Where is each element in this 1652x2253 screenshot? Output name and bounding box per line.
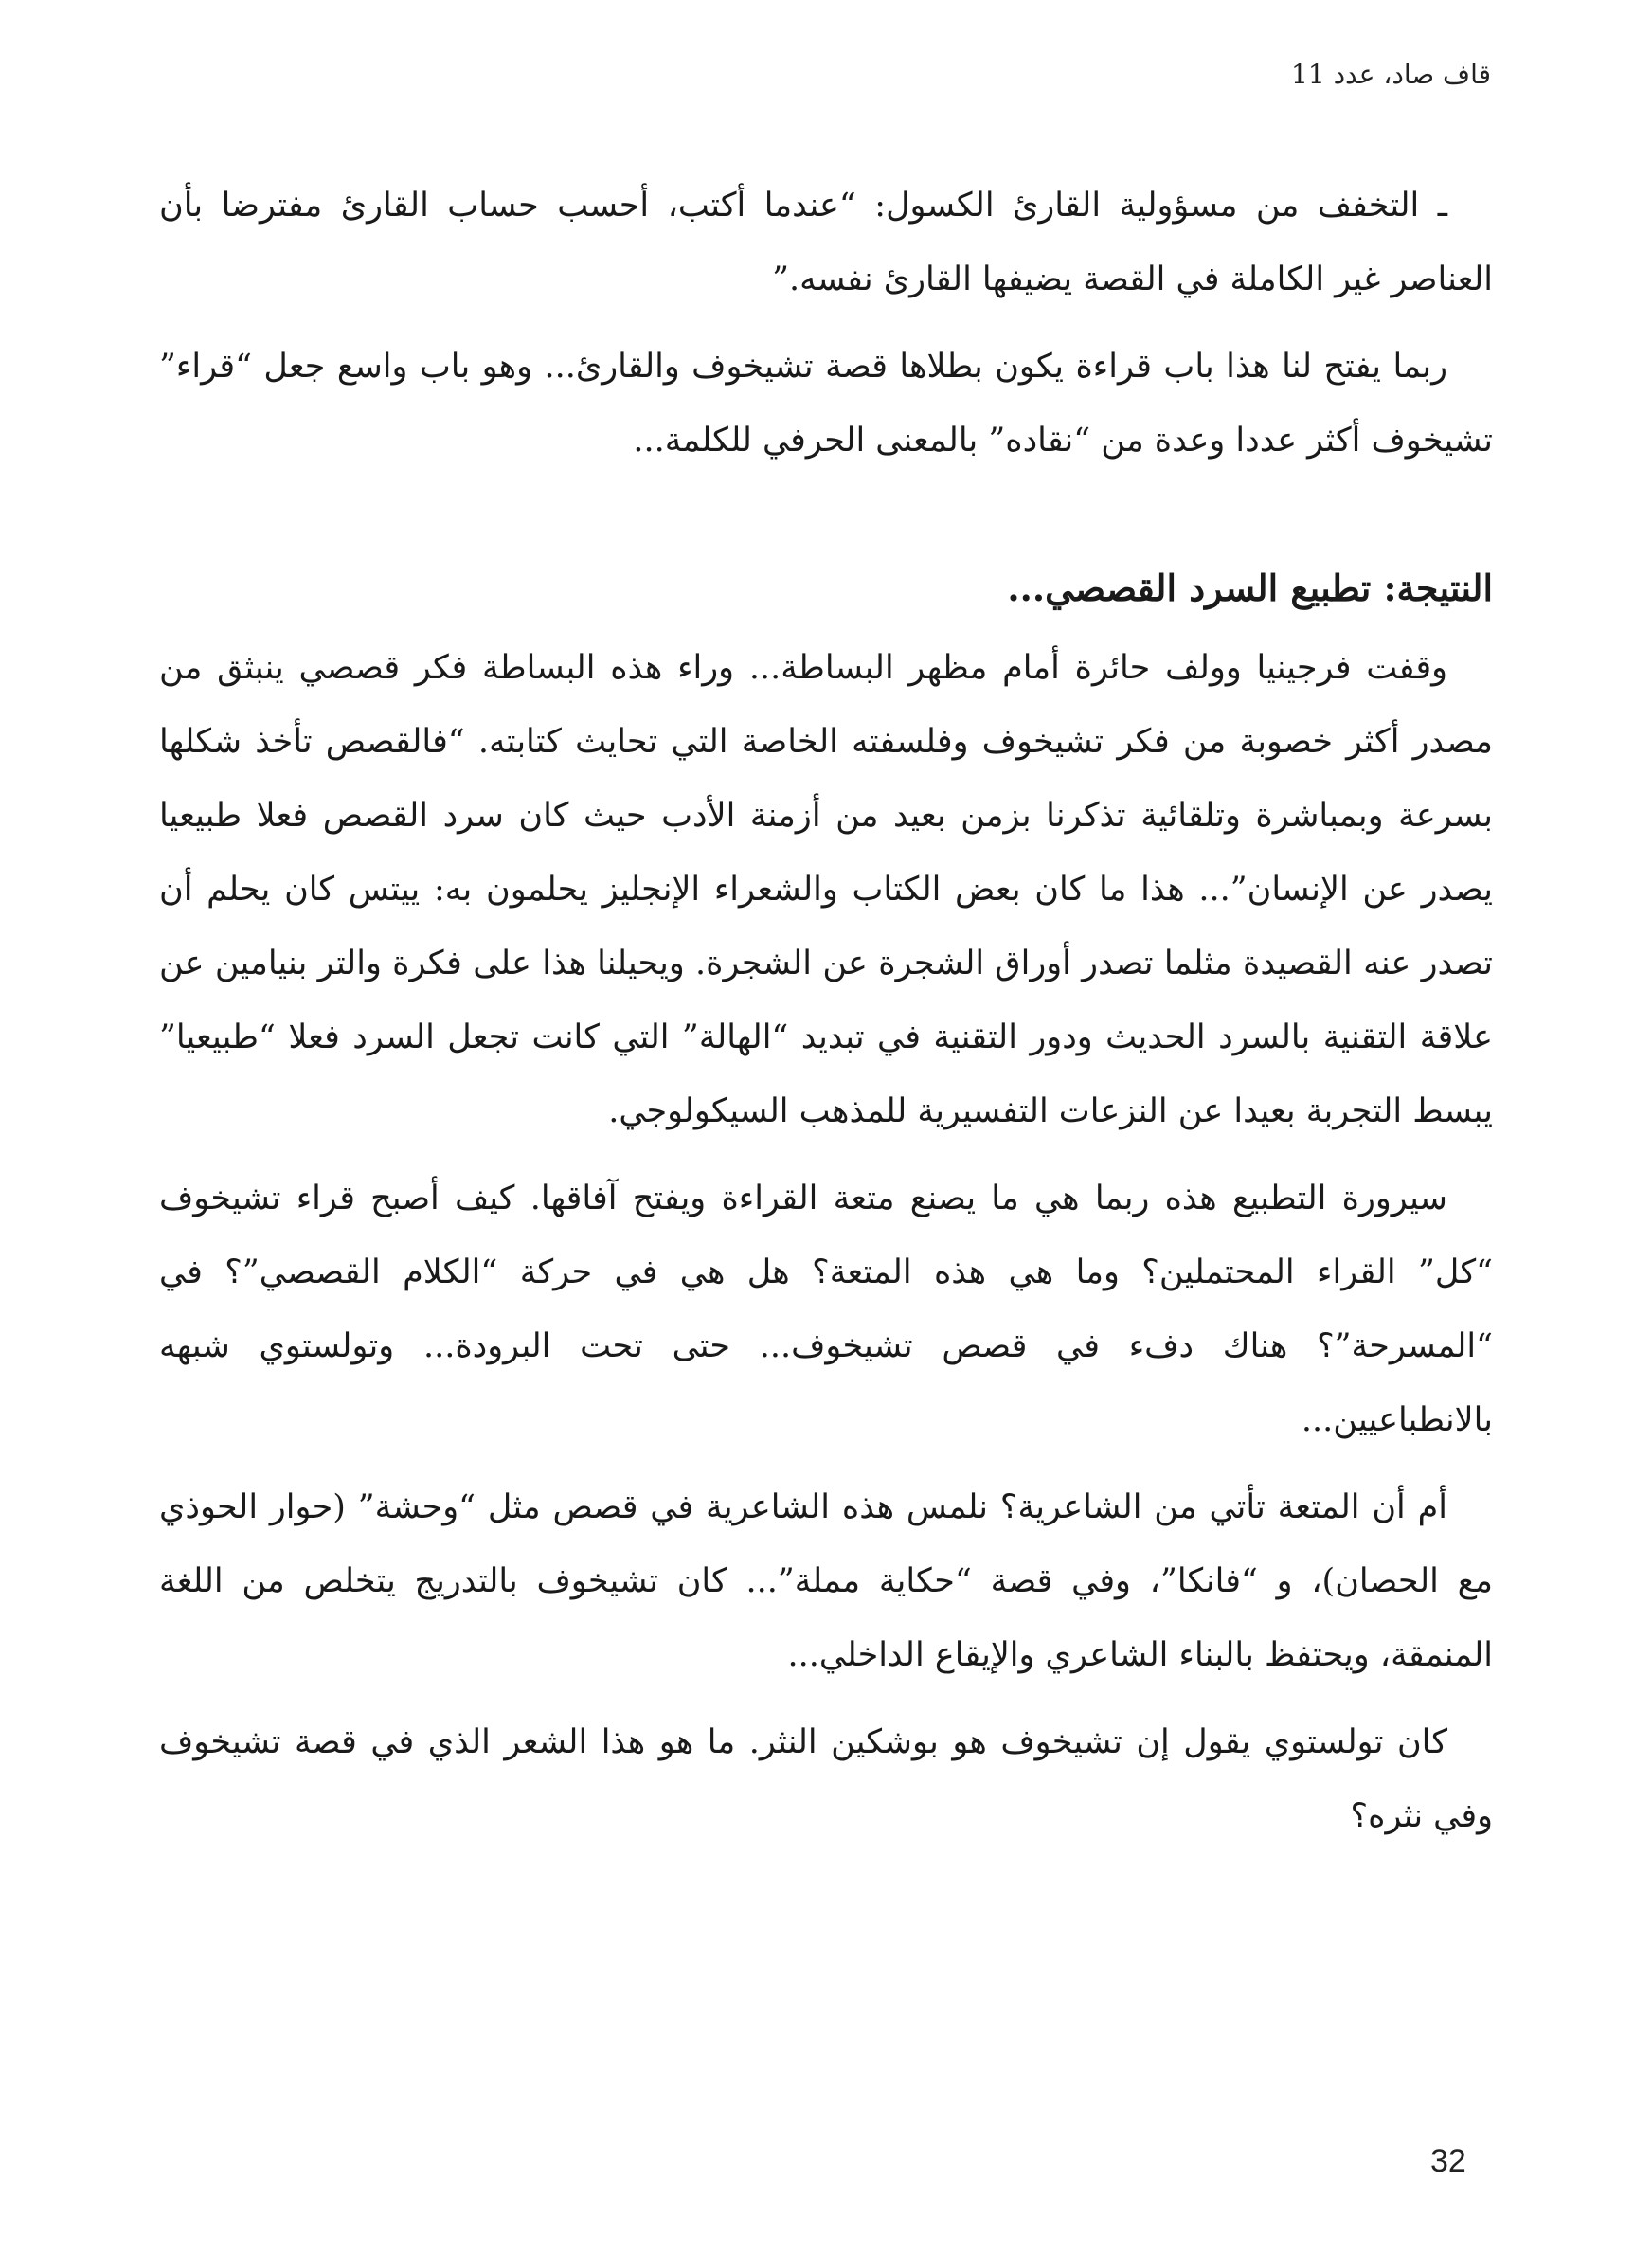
section-heading-title: تطبيع السرد القصصي... — [1007, 567, 1372, 609]
paragraph-quote-lazy-reader: ـ التخفف من مسؤولية القارئ الكسول: “عندما أكتب، أحسب حساب القارئ مفترضا بأن العناصر غير الكاملة في القصة يضيفها القارئ نفسه.” — [159, 187, 1493, 298]
paragraph-poetics: أم أن المتعة تأتي من الشاعرية؟ نلمس هذه الشاعرية في قصص مثل “وحشة” (حوار الحوذي مع الحصان)، و “فانكا”، وفي قصة “حكاية مملة”... كان تشيخوف بالتدريج يتخلص من اللغة المنمقة، ويحتفظ بالبناء الشاعري والإيقاع الداخلي... — [159, 1488, 1493, 1674]
section-heading-lead: النتيجة: — [1383, 567, 1493, 609]
paragraph-pushkin-of-prose: كان تولستوي يقول إن تشيخوف هو بوشكين النثر. ما هو هذا الشعر الذي في قصة تشيخوف وفي نثره؟ — [159, 1723, 1493, 1835]
section-heading — [159, 551, 1493, 625]
running-header: قاف صاد، عدد 11 — [1291, 59, 1491, 90]
paragraph-woolf-simplicity: وقفت فرجينيا وولف حائرة أمام مظهر البساطة... وراء هذه البساطة فكر قصصي ينبثق من مصدر أكثر خصوبة من فكر تشيخوف وفلسفته الخاصة التي تحايث كتابته. “فالقصص تأخذ شكلها بسرعة وبمباشرة وتلقائية تذكرنا بزمن بعيد من أزمنة الأدب حيث كان سرد القصص فعلا طبيعيا يصدر عن الإنسان”... هذا ما كان بعض الكتاب والشعراء الإنجليز يحلمون به: ييتس كان يحلم أن تصدر عنه القصيدة مثلما تصدر أوراق الشجرة عن الشجرة. ويحيلنا هذا على فكرة والتر بنيامين عن علاقة التقنية بالسرد الحديث ودور التقنية في تبديد “الهالة” التي كانت تجعل السرد فعلا “طبيعيا” يبسط التجربة بعيدا عن النزعات التفسيرية للمذهب السيكولوجي. — [159, 649, 1493, 1130]
paragraph-naturalization: سيرورة التطبيع هذه ربما هي ما يصنع متعة القراءة ويفتح آفاقها. كيف أصبح قراء تشيخوف “كل” القراء المحتملين؟ وما هي هذه المتعة؟ هل هي في حركة “الكلام القصصي”؟ في “المسرحة”؟ هناك دفء في قصص تشيخوف... حتى تحت البرودة... وتولستوي شبهه بالانطباعيين... — [159, 1180, 1493, 1439]
paragraph-readers-vs-critics: ربما يفتح لنا هذا باب قراءة يكون بطلاها قصة تشيخوف والقارئ... وهو باب واسع جعل “قراء” تشيخوف أكثر عددا وعدة من “نقاده” بالمعنى الحرفي للكلمة... — [159, 348, 1493, 460]
article-body — [159, 169, 1493, 1866]
page-number: 32 — [1430, 2143, 1466, 2179]
